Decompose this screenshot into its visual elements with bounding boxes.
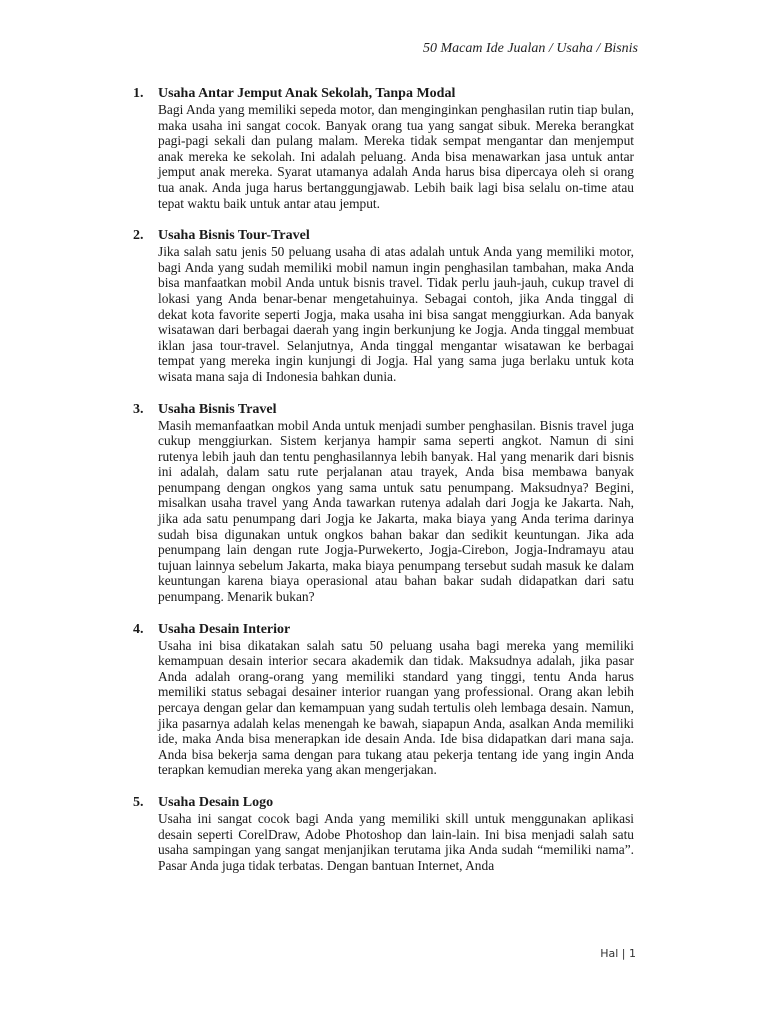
section-number: 5. xyxy=(133,794,144,810)
section-tour-travel xyxy=(133,227,634,384)
section-title: Usaha Desain Logo xyxy=(158,794,274,810)
section-title: Usaha Desain Interior xyxy=(158,621,291,637)
section-number: 1. xyxy=(133,86,144,101)
section-number: 3. xyxy=(133,401,144,417)
page-number-footer: Hal | 1 xyxy=(600,947,636,960)
section-antar-jemput xyxy=(133,85,634,211)
section-title: Usaha Bisnis Tour-Travel xyxy=(158,228,310,244)
section-paragraph: Usaha ini sangat cocok bagi Anda yang memiliki skill untuk menggunakan aplikasi desain seperti CorelDraw, Adobe Photoshop dan lain-lain. Ini bisa menjadi salah satu usaha sampingan yang sangat menjanjikan terutama jika Anda sudah “memiliki nama”. Pasar Anda juga tidak terbatas. Dengan bantuan Internet, Anda xyxy=(158,810,634,873)
section-desain-interior xyxy=(133,621,634,778)
section-paragraph: Bagi Anda yang memiliki sepeda motor, dan menginginkan penghasilan rutin tiap bulan, maka usaha ini sangat cocok. Banyak orang tua yang sangat sibuk. Mereka berangkat pagi-pagi sekali dan pulang malam. Mereka tidak sempat mengantar dan menjemput anak mereka ke sekolah. Ini adalah peluang. Anda bisa menawarkan jasa untuk antar jemput anak mereka. Syarat utamanya adalah Anda harus bisa dipercaya oleh si orang tua anak. Anda juga harus bertanggungjawab. Lebih baik lagi bisa selalu on-time atau tepat waktu baik untuk antar atau jemput. xyxy=(158,102,634,211)
section-paragraph: Jika salah satu jenis 50 peluang usaha di atas adalah untuk Anda yang memiliki motor, bagi Anda yang sudah memiliki mobil namun ingin penghasilan tambahan, maka Anda bisa manfaatkan mobil Anda untuk bisnis travel. Tidak perlu jauh-jauh, cukup travel di lokasi yang Anda benar-benar mengetahuinya. Sebagai contoh, jika Anda tinggal di dekat kota favorite seperti Jogja, maka usaha ini bisa sangat menggiurkan. Ada banyak wisatawan dari berbagai daerah yang ingin berkunjung ke Jogja. Anda tinggal membuat iklan jasa tour-travel. Selanjutnya, Anda tinggal mengantar wisatawan ke berbagai tempat yang mereka ingin kunjungi di Jogja. Hal yang sama juga berlaku untuk kota wisata mana saja di Indonesia bahkan dunia. xyxy=(158,244,634,384)
running-header: 50 Macam Ide Jualan / Usaha / Bisnis xyxy=(422,41,638,56)
section-desain-logo xyxy=(133,794,634,873)
section-title: Usaha Bisnis Travel xyxy=(158,401,277,417)
document-body xyxy=(133,85,634,889)
section-title: Usaha Antar Jemput Anak Sekolah, Tanpa Modal xyxy=(158,86,456,101)
section-paragraph: Usaha ini bisa dikatakan salah satu 50 peluang usaha bagi mereka yang memiliki kemampuan desain interior secara akademik dan tidak. Maksudnya adalah, jika pasar Anda adalah orang-orang yang memiliki standard yang tinggi, tentu Anda harus memiliki status sebagai desainer interior ruangan yang professional. Orang akan lebih percaya dengan gelar dan kemampuan yang sudah tertulis oleh lembaga desain. Namun, jika pasarnya adalah kelas menengah ke bawah, siapapun Anda, asalkan Anda memiliki ide, maka Anda bisa menerapkan ide desain Anda. Ide bisa didapatkan dari mana saja. Anda bisa bekerja sama dengan para tukang atau pekerja tentang ide yang ingin Anda terapkan kemudian mereka yang akan mengerjakan. xyxy=(158,637,634,778)
section-paragraph: Masih memanfaatkan mobil Anda untuk menjadi sumber penghasilan. Bisnis travel juga cukup menggiurkan. Sistem kerjanya hampir sama seperti angkot. Namun di sini rutenya lebih jauh dan tentu penghasilannya lebih banyak. Hal yang menarik dari bisnis ini adalah, dalam satu rute perjalanan atau trayek, Anda bisa membawa banyak penumpang dengan ongkos yang sama untuk satu penumpang. Maksudnya? Begini, misalkan usaha travel yang Anda tawarkan rutenya adalah dari Jogja ke Jakarta. Nah, jika ada satu penumpang dari Jogja ke Jakarta, maka biaya yang Anda terima darinya sudah bisa digunakan untuk ongkos bahan bakar dan sedikit keuntungan. Jika ada penumpang lain dengan rute Jogja-Purwekerto, Jogja-Cirebon, Jogja-Indramayu atau tujuan lainnya sebelum Jakarta, maka biaya penumpang tersebut sudah masuk ke dalam keuntungan karena biaya operasional atau bahan bakar sudah didapatkan dari satu penumpang. Menarik bukan? xyxy=(158,417,634,605)
section-number: 2. xyxy=(133,228,144,244)
section-number: 4. xyxy=(133,621,144,637)
section-bisnis-travel xyxy=(133,401,634,605)
